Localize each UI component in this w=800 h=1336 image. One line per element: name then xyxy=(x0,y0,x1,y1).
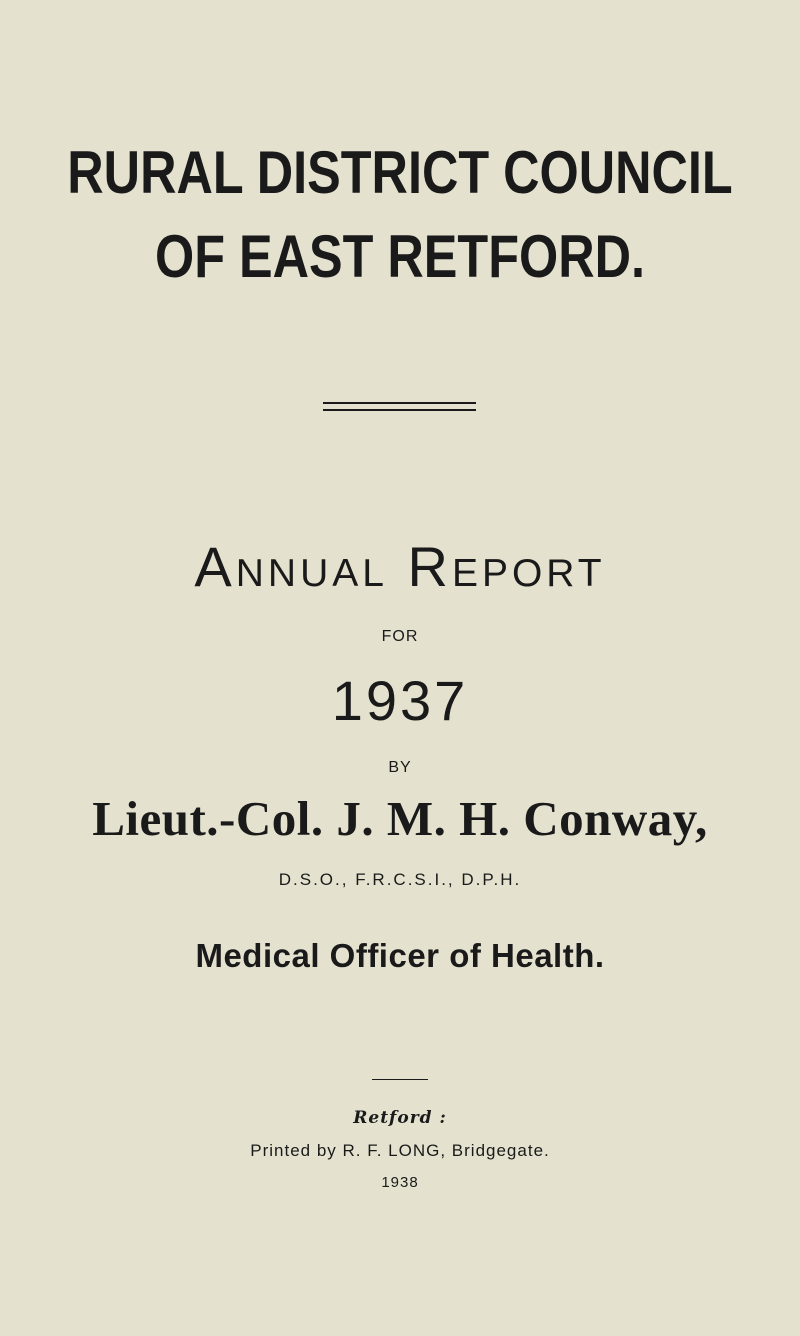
imprint-year: 1938 xyxy=(381,1174,419,1191)
report-heading: Annual Report xyxy=(194,535,606,598)
author-qualifications: D.S.O., F.R.C.S.I., D.P.H. xyxy=(278,870,522,889)
double-rule-divider xyxy=(323,402,476,411)
author-name: Lieut.-Col. J. M. H. Conway, xyxy=(92,791,708,846)
imprint-printer: Printed by R. F. LONG, Bridgegate. xyxy=(250,1141,550,1160)
title-line-1: RURAL DISTRICT COUNCIL xyxy=(67,139,733,206)
author-office: Medical Officer of Health. xyxy=(195,937,605,974)
report-year: 1937 xyxy=(331,669,469,732)
for-label: FOR xyxy=(381,628,419,645)
by-label: BY xyxy=(388,759,412,776)
single-rule-divider xyxy=(372,1079,428,1080)
imprint-place: Retford : xyxy=(353,1108,447,1128)
title-line-2: OF EAST RETFORD. xyxy=(154,223,646,290)
